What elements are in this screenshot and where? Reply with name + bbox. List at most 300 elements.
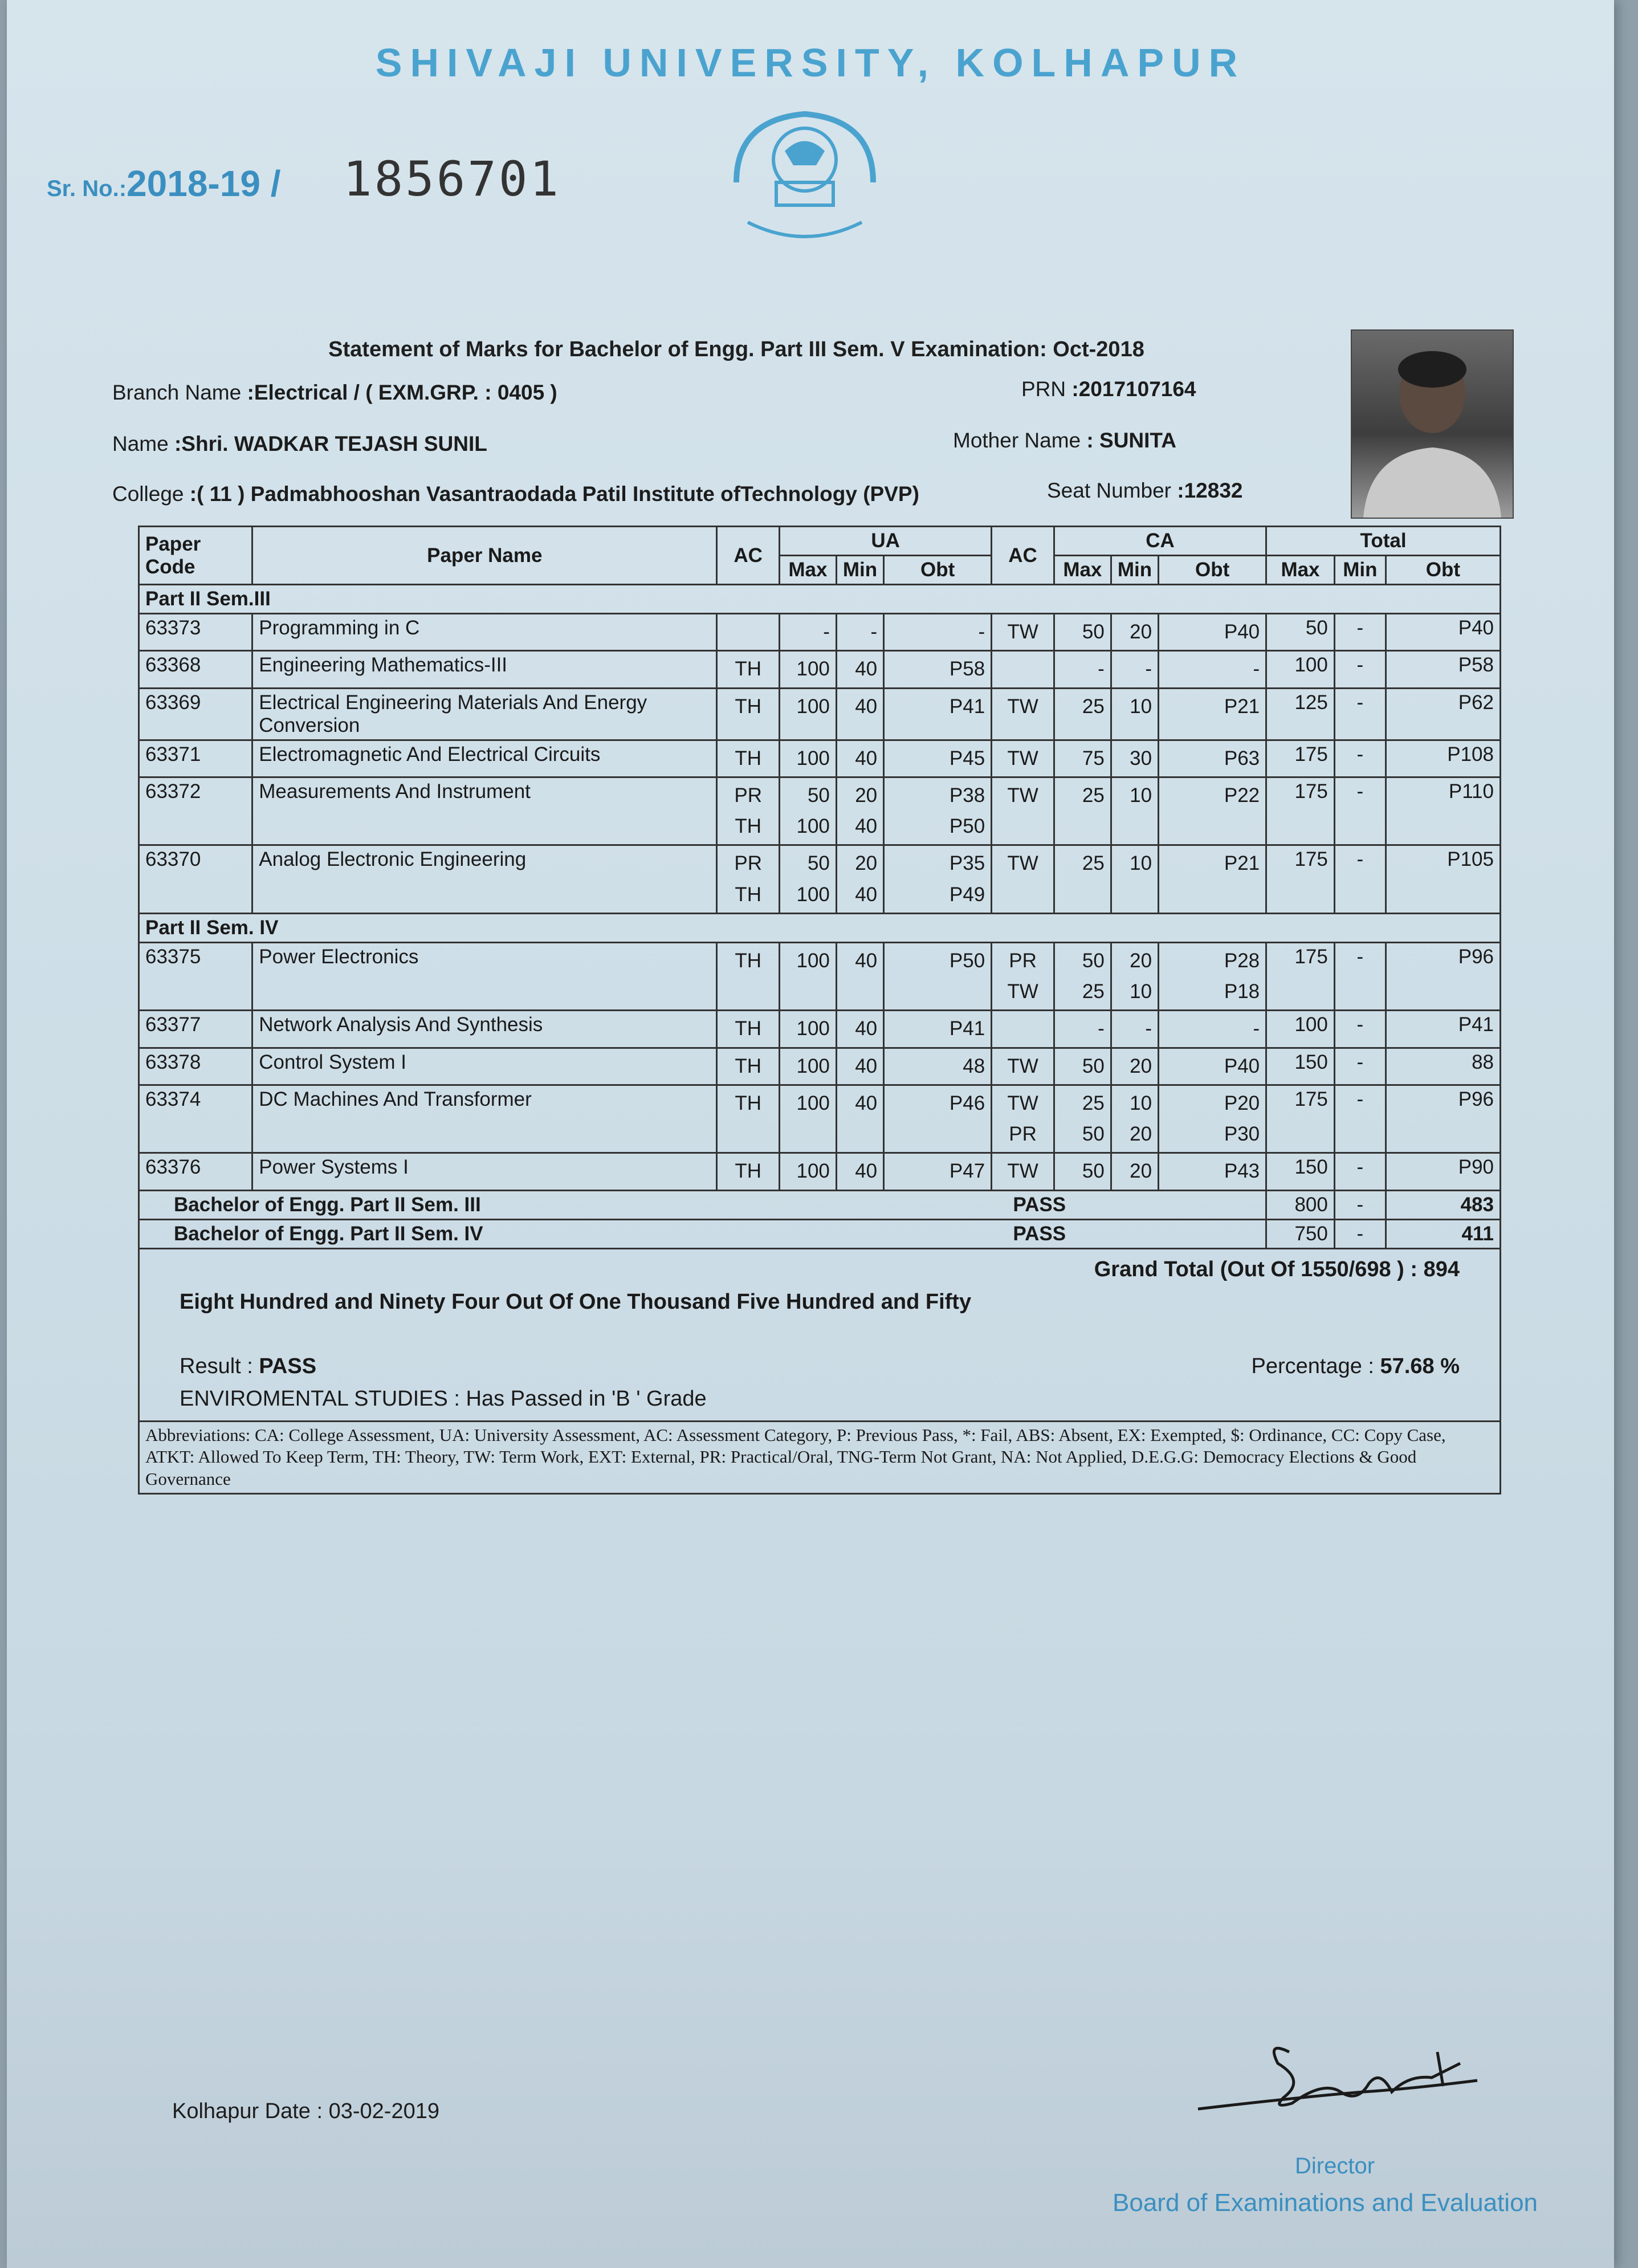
- ua-ac: [717, 1048, 780, 1085]
- total-min: -: [1334, 1011, 1386, 1048]
- paper-name: Electromagnetic And Electrical Circuits: [252, 740, 717, 777]
- ua-min: [836, 942, 883, 1011]
- paper-name: Control System I: [252, 1048, 717, 1085]
- header-ua: UA: [779, 527, 991, 556]
- ca-max: [1054, 1153, 1111, 1190]
- ca-min-value: 20: [1130, 1160, 1152, 1183]
- total-min: -: [1334, 1085, 1386, 1153]
- ca-min-value: 20: [1130, 1054, 1152, 1077]
- branch-value: :Electrical / ( EXM.GRP. : 0405 ): [247, 381, 557, 404]
- total-min: -: [1334, 1153, 1386, 1190]
- section-title: Part II Sem.III: [139, 585, 1501, 614]
- header-ua-max: Max: [779, 556, 836, 585]
- paper-name: Electrical Engineering Materials And Energy Conversion: [252, 688, 717, 740]
- ca-obt-value: -: [1253, 1017, 1260, 1040]
- ca-ac-value: TW: [1007, 1092, 1038, 1114]
- total-in-words: Eight Hundred and Ninety Four Out Of One Thousand Five Hundred and Fifty: [180, 1289, 972, 1314]
- ca-obt: [1159, 1085, 1266, 1153]
- date-value: : 03-02-2019: [316, 2099, 439, 2123]
- ua-min: [836, 777, 883, 845]
- summary-label-text: Bachelor of Engg. Part II Sem. III: [174, 1193, 481, 1216]
- ua-ac-value: TH: [735, 883, 761, 906]
- board-title: Board of Examinations and Evaluation: [1113, 2189, 1538, 2217]
- total-min: -: [1334, 942, 1386, 1011]
- table-row: [139, 1011, 1501, 1048]
- summary-min: -: [1334, 1219, 1386, 1248]
- total-min: -: [1334, 614, 1386, 651]
- ca-obt: [1159, 1048, 1266, 1085]
- ca-min: [1111, 942, 1158, 1011]
- paper-code: 63374: [139, 1085, 252, 1153]
- ca-min-value: 20: [1130, 949, 1152, 972]
- table-row: [139, 1048, 1501, 1085]
- ua-obt: [884, 845, 992, 914]
- seat-value: :12832: [1177, 479, 1243, 502]
- ua-max: [779, 740, 836, 777]
- section-row: [139, 585, 1501, 614]
- ca-ac-value: PR: [1009, 949, 1037, 972]
- branch-label: Branch Name: [112, 381, 242, 404]
- ua-ac-value: TH: [735, 1092, 761, 1114]
- ua-ac-value: TH: [735, 949, 761, 972]
- ca-ac: [992, 777, 1054, 845]
- sr-year: 2018-19 /: [127, 163, 281, 204]
- ua-min-value: 40: [855, 747, 878, 769]
- table-row: [139, 777, 1501, 845]
- ua-min-value: 40: [855, 1054, 878, 1077]
- ua-min-value: 40: [855, 658, 878, 681]
- ua-obt: [884, 942, 992, 1011]
- total-max: 175: [1266, 777, 1335, 845]
- header-ua-ac: AC: [717, 527, 780, 585]
- table-row: [139, 614, 1501, 651]
- header-ua-obt: Obt: [884, 556, 992, 585]
- mother-name: [953, 429, 1176, 453]
- ca-obt-value: P40: [1224, 621, 1260, 643]
- ua-obt: [884, 614, 992, 651]
- ca-max-value: 75: [1082, 747, 1105, 769]
- ua-ac: [717, 1153, 780, 1190]
- ua-min-value: 20: [855, 852, 878, 875]
- ua-obt-value: -: [978, 621, 985, 643]
- ua-max: [779, 614, 836, 651]
- ua-max: [779, 1153, 836, 1190]
- ca-obt-value: P63: [1224, 747, 1260, 769]
- ca-ac-value: TW: [1007, 852, 1038, 875]
- ca-max-value: 50: [1082, 949, 1105, 972]
- ua-max-value: 100: [796, 815, 830, 837]
- total-obt: P96: [1386, 942, 1500, 1011]
- ua-obt-value: P49: [949, 883, 985, 906]
- ua-obt: [884, 1011, 992, 1048]
- ua-ac-value: TH: [735, 1160, 761, 1183]
- ua-max: [779, 688, 836, 740]
- ca-obt: [1159, 845, 1266, 914]
- ca-obt-value: P22: [1224, 784, 1260, 807]
- header-total: Total: [1266, 527, 1501, 556]
- ua-max: [779, 1085, 836, 1153]
- ca-max: [1054, 1011, 1111, 1048]
- ua-min-value: 20: [855, 784, 878, 807]
- issue-date: [172, 2099, 439, 2124]
- ca-obt-value: P30: [1224, 1123, 1260, 1145]
- ca-ac-value: [998, 1013, 1048, 1044]
- ca-obt: [1159, 614, 1266, 651]
- ca-ac-value: TW: [1007, 1160, 1038, 1183]
- total-max: 100: [1266, 1011, 1335, 1048]
- ua-max: [779, 845, 836, 914]
- ca-obt-value: P21: [1224, 695, 1260, 718]
- ca-obt-value: P28: [1224, 949, 1260, 972]
- ca-obt-value: P40: [1224, 1054, 1260, 1077]
- ua-ac-value: PR: [734, 852, 762, 875]
- ca-ac: [992, 688, 1054, 740]
- ua-ac: [717, 942, 780, 1011]
- ua-obt-value: P45: [949, 747, 985, 769]
- ca-max-value: 50: [1082, 1160, 1105, 1183]
- ca-obt-value: P21: [1224, 852, 1260, 875]
- total-obt: P40: [1386, 614, 1500, 651]
- ca-max: [1054, 1048, 1111, 1085]
- ua-obt: [884, 777, 992, 845]
- ua-ac: [717, 651, 780, 688]
- ua-min-value: 40: [855, 883, 878, 906]
- total-obt: P110: [1386, 777, 1500, 845]
- paper-code: 63373: [139, 614, 252, 651]
- ca-min: [1111, 1085, 1158, 1153]
- ca-max-value: 25: [1082, 695, 1105, 718]
- ca-max: [1054, 688, 1111, 740]
- ca-ac-value: [998, 654, 1048, 685]
- paper-name: Measurements And Instrument: [252, 777, 717, 845]
- summary-row: [139, 1219, 1501, 1248]
- summary-row: [139, 1190, 1501, 1219]
- ua-obt: [884, 688, 992, 740]
- header-ca-min: Min: [1111, 556, 1158, 585]
- paper-code: 63368: [139, 651, 252, 688]
- ca-min: [1111, 651, 1158, 688]
- ca-obt-value: P20: [1224, 1092, 1260, 1114]
- paper-name: DC Machines And Transformer: [252, 1085, 717, 1153]
- ca-obt: [1159, 1011, 1266, 1048]
- table-row: [139, 1085, 1501, 1153]
- ua-max: [779, 777, 836, 845]
- ca-obt: [1159, 651, 1266, 688]
- student-name: [112, 432, 487, 456]
- header-total-max: Max: [1266, 556, 1335, 585]
- branch-name: [112, 381, 557, 405]
- seat-label: Seat Number: [1047, 479, 1171, 502]
- ca-max-value: 25: [1082, 1092, 1105, 1114]
- ca-min-value: 30: [1130, 747, 1152, 769]
- table-row: [139, 845, 1501, 914]
- sr-label: Sr. No.:: [47, 176, 127, 201]
- ua-obt-value: P47: [949, 1160, 985, 1183]
- college: [112, 482, 919, 506]
- ca-min-value: 10: [1130, 784, 1152, 807]
- director-title: Director: [1295, 2153, 1375, 2179]
- table-row: [139, 1153, 1501, 1190]
- total-min: -: [1334, 845, 1386, 914]
- ua-min-value: 40: [855, 815, 878, 837]
- ua-max-value: 50: [807, 852, 830, 875]
- ca-ac-value: TW: [1007, 1054, 1038, 1077]
- ua-obt: [884, 1153, 992, 1190]
- serial-prefix: [47, 162, 280, 205]
- marks-body: [139, 585, 1501, 1191]
- statement-title: Statement of Marks for Bachelor of Engg. Part III Sem. V Examination: Oct-2018: [328, 337, 1144, 361]
- ua-max-value: 50: [807, 784, 830, 807]
- header-paper-name: Paper Name: [252, 527, 717, 585]
- ua-obt: [884, 651, 992, 688]
- ua-min: [836, 740, 883, 777]
- ca-max-value: 25: [1082, 784, 1105, 807]
- total-min: -: [1334, 1048, 1386, 1085]
- ua-min-value: 40: [855, 1160, 878, 1183]
- ca-obt: [1159, 1153, 1266, 1190]
- ua-min: [836, 1048, 883, 1085]
- total-max: 100: [1266, 651, 1335, 688]
- ua-max-value: -: [823, 621, 830, 643]
- table-row: [139, 688, 1501, 740]
- ca-min-value: 10: [1130, 980, 1152, 1003]
- ua-obt-value: P41: [949, 695, 985, 718]
- paper-code: 63370: [139, 845, 252, 914]
- ua-ac-value: TH: [735, 815, 761, 837]
- percentage: [1252, 1354, 1460, 1379]
- total-max: 175: [1266, 1085, 1335, 1153]
- ca-ac: [992, 1048, 1054, 1085]
- paper-name: Analog Electronic Engineering: [252, 845, 717, 914]
- ua-ac: [717, 1085, 780, 1153]
- ca-obt: [1159, 942, 1266, 1011]
- env-studies: ENVIROMENTAL STUDIES : Has Passed in 'B ' Grade: [180, 1386, 707, 1411]
- summary-max: 750: [1266, 1219, 1335, 1248]
- director-signature: [1192, 2029, 1489, 2132]
- ua-min: [836, 614, 883, 651]
- table-header-row: [139, 527, 1501, 556]
- ca-max: [1054, 845, 1111, 914]
- table-row: [139, 651, 1501, 688]
- header-ca: CA: [1054, 527, 1266, 556]
- college-value: :( 11 ) Padmabhooshan Vasantraodada Patil Institute ofTechnology (PVP): [189, 482, 919, 506]
- name-label: Name: [112, 432, 169, 455]
- ua-max-value: 100: [796, 747, 830, 769]
- total-min: -: [1334, 740, 1386, 777]
- ca-min-value: 10: [1130, 852, 1152, 875]
- ua-ac: [717, 1011, 780, 1048]
- ca-max-value: 50: [1082, 621, 1105, 643]
- summary-result: PASS: [1013, 1193, 1066, 1216]
- total-max: 150: [1266, 1153, 1335, 1190]
- abbreviations: Abbreviations: CA: College Assessment, UA: University Assessment, AC: Assessment Category, P: Previous Pass, *: Fail, ABS: Absent, EX: Exempted, $: Ordinance, CC: Copy Case, ATKT: Allowed To Keep Term, TH: Theory, TW: Term Work, EXT: External, PR: Practical/Oral, TNG-Term Not Grant, NA: Not Applied, D.E.G.G: Democracy Elections & Good Governance: [139, 1421, 1501, 1493]
- header-ca-ac: AC: [992, 527, 1054, 585]
- summary-label-text: Bachelor of Engg. Part II Sem. IV: [174, 1222, 483, 1245]
- paper-code: 63377: [139, 1011, 252, 1048]
- ua-max-value: 100: [796, 1017, 830, 1040]
- paper-name: Programming in C: [252, 614, 717, 651]
- ca-min-value: 20: [1130, 1123, 1152, 1145]
- ua-min-value: -: [870, 621, 878, 643]
- header-ua-min: Min: [836, 556, 883, 585]
- ca-ac-value: TW: [1007, 695, 1038, 718]
- ua-max-value: 100: [796, 883, 830, 906]
- summary-max: 800: [1266, 1190, 1335, 1219]
- ca-max-value: 50: [1082, 1123, 1105, 1145]
- ca-min: [1111, 777, 1158, 845]
- ca-min-value: 10: [1130, 695, 1152, 718]
- ua-ac-value: TH: [735, 1017, 761, 1040]
- total-obt: P41: [1386, 1011, 1500, 1048]
- ca-obt: [1159, 777, 1266, 845]
- ua-ac-value: TH: [735, 1054, 761, 1077]
- ua-max: [779, 1048, 836, 1085]
- ca-max: [1054, 651, 1111, 688]
- summary-obt: 411: [1386, 1219, 1500, 1248]
- total-min: -: [1334, 651, 1386, 688]
- header-ca-max: Max: [1054, 556, 1111, 585]
- table-row: [139, 740, 1501, 777]
- marks-table: [138, 526, 1501, 1495]
- header-total-obt: Obt: [1386, 556, 1500, 585]
- ua-max-value: 100: [796, 1054, 830, 1077]
- result-line: [180, 1354, 1460, 1379]
- ca-ac: [992, 651, 1054, 688]
- college-label: College: [112, 482, 184, 506]
- ca-ac: [992, 942, 1054, 1011]
- ua-obt: [884, 1048, 992, 1085]
- total-obt: 88: [1386, 1048, 1500, 1085]
- ua-max: [779, 942, 836, 1011]
- seat-number: [1047, 479, 1243, 503]
- ca-obt-value: P18: [1224, 980, 1260, 1003]
- summary-obt: 483: [1386, 1190, 1500, 1219]
- ca-min-value: -: [1145, 658, 1152, 681]
- paper-code: 63369: [139, 688, 252, 740]
- percentage-value: 57.68 %: [1380, 1354, 1460, 1378]
- mother-label: Mother Name: [953, 429, 1081, 452]
- ua-min-value: 40: [855, 695, 878, 718]
- ua-max-value: 100: [796, 695, 830, 718]
- ca-min: [1111, 1153, 1158, 1190]
- paper-name: Power Electronics: [252, 942, 717, 1011]
- ua-ac: [717, 688, 780, 740]
- ca-max-value: -: [1098, 1017, 1105, 1040]
- ca-ac-value: TW: [1007, 747, 1038, 769]
- ua-max: [779, 1011, 836, 1048]
- ua-min: [836, 1085, 883, 1153]
- ua-ac: [717, 845, 780, 914]
- paper-code: 63372: [139, 777, 252, 845]
- paper-code: 63378: [139, 1048, 252, 1085]
- ca-max-value: -: [1098, 658, 1105, 681]
- ca-ac-value: PR: [1009, 1123, 1037, 1145]
- ca-max: [1054, 777, 1111, 845]
- ca-max-value: 25: [1082, 852, 1105, 875]
- ua-min-value: 40: [855, 1017, 878, 1040]
- date-label: Kolhapur Date: [172, 2099, 311, 2123]
- ca-max: [1054, 740, 1111, 777]
- paper-code: 63376: [139, 1153, 252, 1190]
- total-max: 125: [1266, 688, 1335, 740]
- ca-min-value: 20: [1130, 621, 1152, 643]
- ca-ac-value: TW: [1007, 784, 1038, 807]
- ua-obt-value: P50: [949, 815, 985, 837]
- ca-ac: [992, 1085, 1054, 1153]
- ca-ac: [992, 614, 1054, 651]
- serial-number: 1856701: [343, 151, 561, 207]
- summary-result: PASS: [1013, 1222, 1066, 1245]
- mother-value: : SUNITA: [1086, 429, 1176, 452]
- total-max: 150: [1266, 1048, 1335, 1085]
- ca-min: [1111, 740, 1158, 777]
- ua-min-value: 40: [855, 1092, 878, 1114]
- prn: [1021, 377, 1196, 401]
- ua-min: [836, 845, 883, 914]
- university-title: SHIVAJI UNIVERSITY, KOLHAPUR: [375, 40, 1246, 85]
- ua-max-value: 100: [796, 658, 830, 681]
- paper-name: Engineering Mathematics-III: [252, 651, 717, 688]
- ca-min-value: 10: [1130, 1092, 1152, 1114]
- total-obt: P108: [1386, 740, 1500, 777]
- total-obt: P90: [1386, 1153, 1500, 1190]
- ua-obt-value: P58: [949, 658, 985, 681]
- summary-label: [139, 1190, 1266, 1219]
- total-max: 175: [1266, 740, 1335, 777]
- ua-obt: [884, 740, 992, 777]
- ua-ac-value: PR: [734, 784, 762, 807]
- university-seal-icon: [714, 97, 896, 256]
- total-max: 175: [1266, 845, 1335, 914]
- ca-min: [1111, 845, 1158, 914]
- ca-obt-value: -: [1253, 658, 1260, 681]
- grand-total: Grand Total (Out Of 1550/698 ) : 894: [1094, 1257, 1460, 1281]
- ua-ac-value: TH: [735, 695, 761, 718]
- ca-max: [1054, 942, 1111, 1011]
- header-total-min: Min: [1334, 556, 1386, 585]
- summary-min: -: [1334, 1190, 1386, 1219]
- ua-ac-value: TH: [735, 658, 761, 681]
- ca-min: [1111, 688, 1158, 740]
- ca-ac: [992, 1011, 1054, 1048]
- ua-obt-value: P50: [949, 949, 985, 972]
- ua-ac-value: [723, 617, 773, 648]
- total-max: 175: [1266, 942, 1335, 1011]
- ua-obt: [884, 1085, 992, 1153]
- ca-min: [1111, 1048, 1158, 1085]
- ua-max: [779, 651, 836, 688]
- ca-ac-value: TW: [1007, 980, 1038, 1003]
- ca-ac: [992, 740, 1054, 777]
- ca-max: [1054, 1085, 1111, 1153]
- ca-min-value: -: [1145, 1017, 1152, 1040]
- ua-obt-value: P41: [949, 1017, 985, 1040]
- ua-min: [836, 688, 883, 740]
- ca-obt: [1159, 740, 1266, 777]
- ca-obt: [1159, 688, 1266, 740]
- percentage-label: Percentage :: [1251, 1354, 1374, 1378]
- ua-min: [836, 651, 883, 688]
- ua-ac: [717, 614, 780, 651]
- total-max: 50: [1266, 614, 1335, 651]
- paper-name: Network Analysis And Synthesis: [252, 1011, 717, 1048]
- ua-max-value: 100: [796, 949, 830, 972]
- header-ca-obt: Obt: [1159, 556, 1266, 585]
- ca-ac-value: TW: [1007, 621, 1038, 643]
- ca-max-value: 25: [1082, 980, 1105, 1003]
- total-min: -: [1334, 688, 1386, 740]
- ua-obt-value: P46: [949, 1092, 985, 1114]
